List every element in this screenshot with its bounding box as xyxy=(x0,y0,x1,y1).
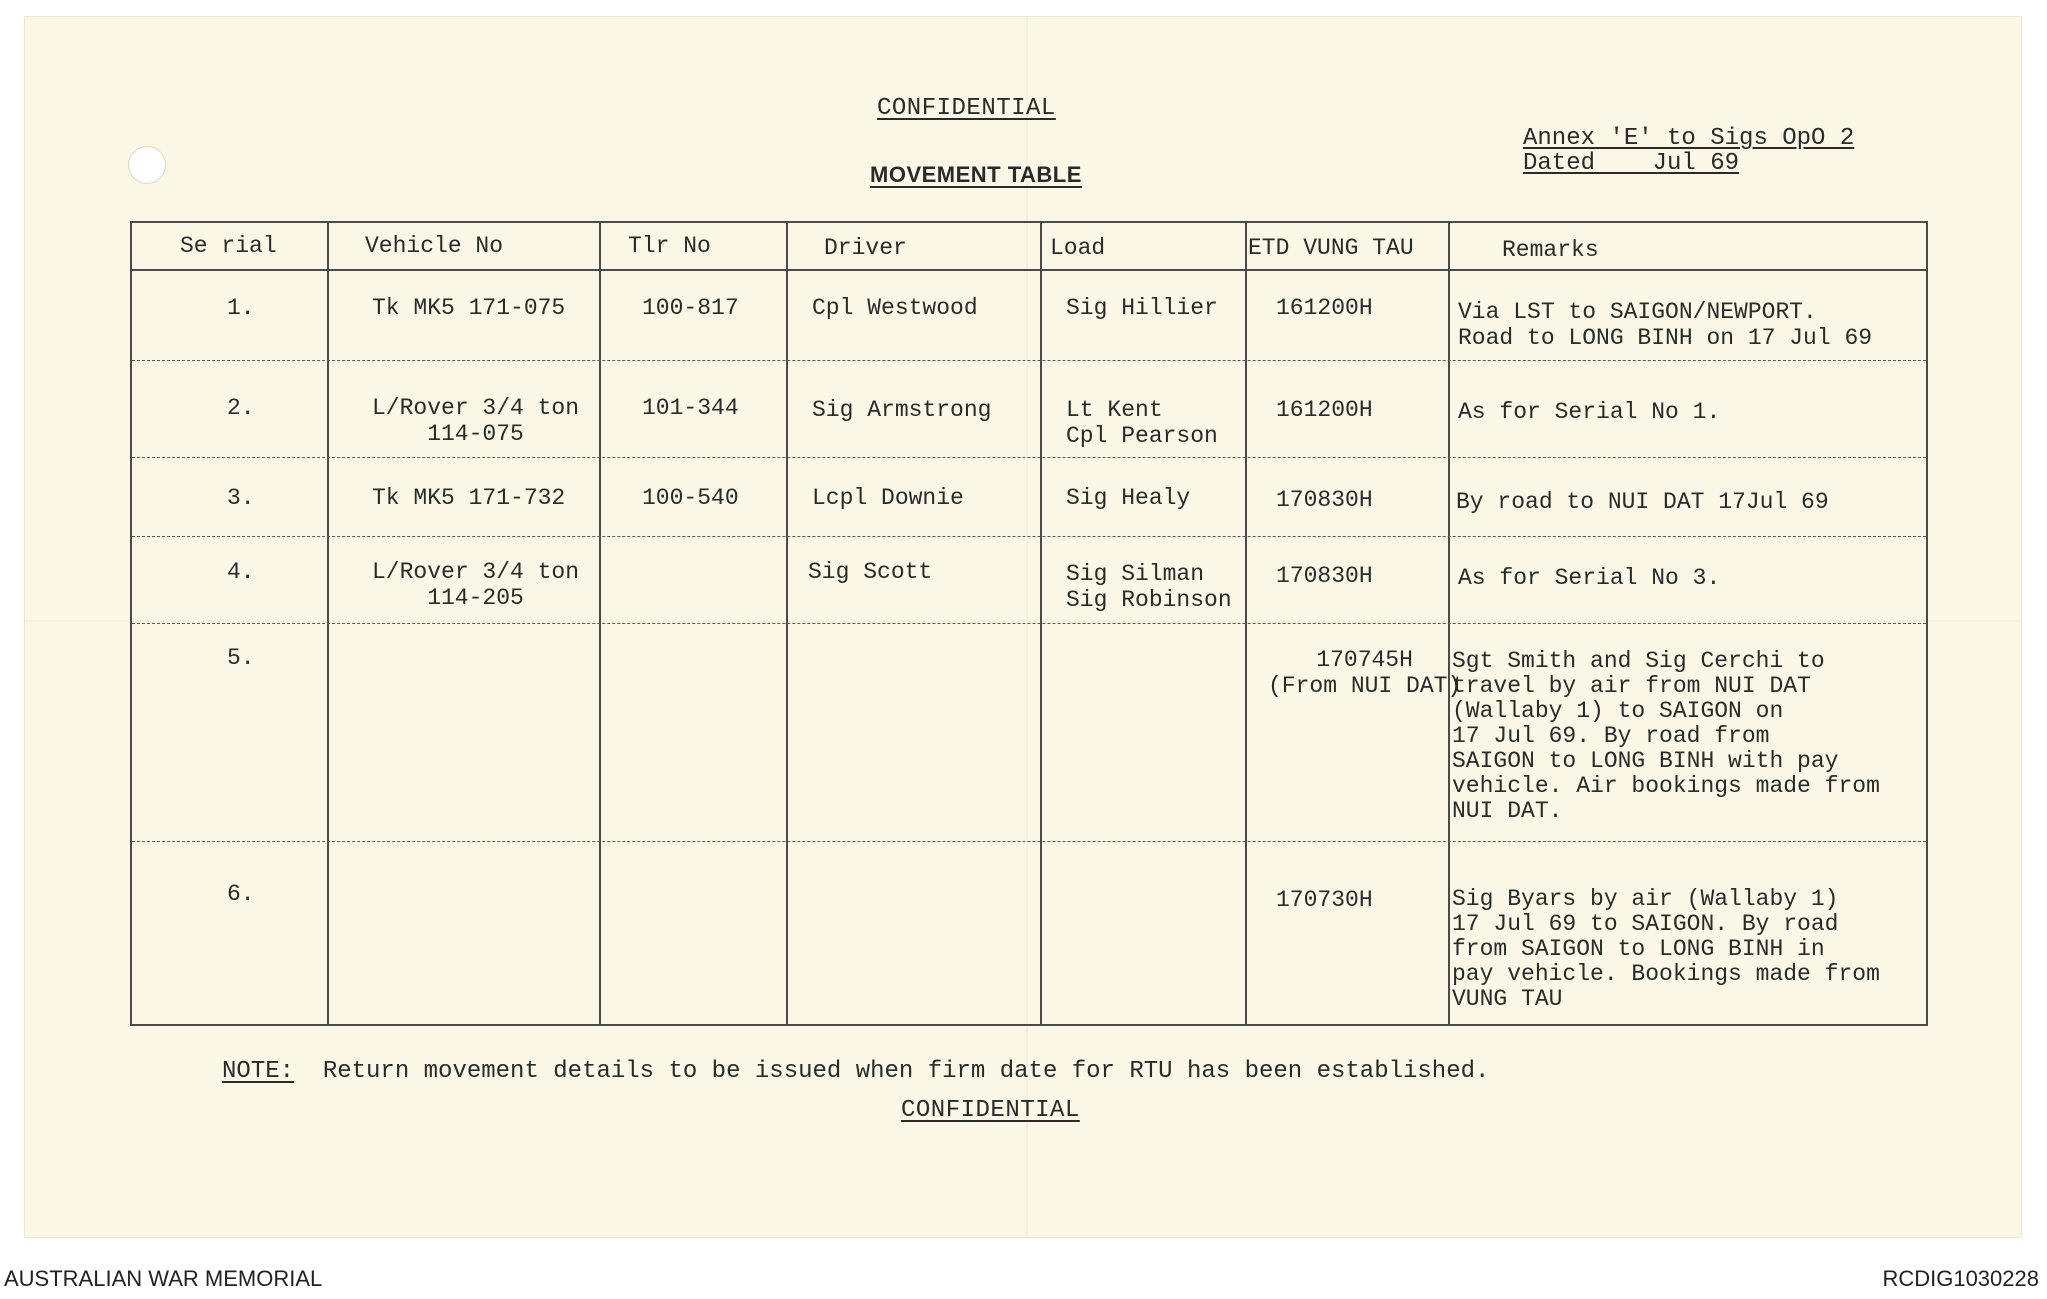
table-row-load: Lt Kent Cpl Pearson xyxy=(1066,397,1218,449)
row-divider xyxy=(132,360,1926,361)
table-row-serial: 4. xyxy=(227,559,255,585)
table-row-etd: 161200H xyxy=(1276,397,1373,423)
movement-table xyxy=(130,221,1928,1026)
document-title: MOVEMENT TABLE xyxy=(870,162,1082,187)
dated-line: Dated Jul 69 xyxy=(1523,150,1740,177)
table-row-remarks: Sgt Smith and Sig Cerchi to travel by air from NUI DAT (Wallaby 1) to SAIGON on 17 Jul 69. By road from SAIGON to LONG BINH with pay vehicle. Air bookings made from NUI DAT. xyxy=(1452,648,1880,824)
table-row-etd: 161200H xyxy=(1276,295,1373,321)
header-etd: ETD VUNG TAU xyxy=(1248,235,1414,261)
table-row-trailer: 100-817 xyxy=(642,295,739,321)
classification-bottom: CONFIDENTIAL xyxy=(901,1097,1080,1124)
table-row-driver: Sig Scott xyxy=(808,559,933,585)
footer-source: AUSTRALIAN WAR MEMORIAL xyxy=(4,1266,323,1291)
table-row-serial: 3. xyxy=(227,485,255,511)
table-row-driver: Lcpl Downie xyxy=(812,485,964,511)
table-row-remarks: Via LST to SAIGON/NEWPORT. Road to LONG BINH on 17 Jul 69 xyxy=(1458,299,1873,351)
table-row-load: Sig Hillier xyxy=(1066,295,1218,321)
table-row-etd: 170830H xyxy=(1276,487,1373,513)
table-row-load: Sig Silman Sig Robinson xyxy=(1066,561,1232,613)
table-row-serial: 5. xyxy=(227,645,255,671)
note-label: NOTE: xyxy=(222,1058,295,1085)
header-divider xyxy=(132,269,1926,271)
punch-hole xyxy=(128,146,166,184)
note-text: Return movement details to be issued when firm date for RTU has been established. xyxy=(294,1058,1490,1085)
table-row-driver: Sig Armstrong xyxy=(812,397,992,423)
header-load: Load xyxy=(1050,235,1106,261)
table-row-serial: 1. xyxy=(227,295,255,321)
row-divider xyxy=(132,623,1926,624)
footer-record-id: RCDIG1030228 xyxy=(1882,1266,2039,1291)
table-row-driver: Cpl Westwood xyxy=(812,295,978,321)
header-trailer-no: Tlr No xyxy=(628,233,711,259)
table-row-etd: 170730H xyxy=(1276,887,1373,913)
table-row-etd: 170745H (From NUI DAT) xyxy=(1268,647,1462,699)
table-row-remarks: As for Serial No 3. xyxy=(1458,565,1721,591)
table-row-load: Sig Healy xyxy=(1066,485,1191,511)
table-row-etd: 170830H xyxy=(1276,563,1373,589)
table-row-vehicle: L/Rover 3/4 ton 114-205 xyxy=(372,559,580,611)
table-row-trailer: 101-344 xyxy=(642,395,739,421)
note xyxy=(222,1058,1489,1085)
row-divider xyxy=(132,536,1926,537)
table-row-remarks: By road to NUI DAT 17Jul 69 xyxy=(1456,489,1829,515)
table-row-serial: 2. xyxy=(227,395,255,421)
annex-line: Annex 'E' to Sigs OpO 2 xyxy=(1523,125,1855,152)
row-divider xyxy=(132,457,1926,458)
table-row-remarks: Sig Byars by air (Wallaby 1) 17 Jul 69 to SAIGON. By road from SAIGON to LONG BINH in pay vehicle. Bookings made from VUNG TAU xyxy=(1452,886,1880,1012)
header-remarks: Remarks xyxy=(1502,237,1599,263)
table-row-vehicle: Tk MK5 171-732 xyxy=(372,485,566,511)
table-row-trailer: 100-540 xyxy=(642,485,739,511)
row-divider xyxy=(132,841,1926,842)
annex-reference xyxy=(1523,126,1854,176)
table-row-vehicle: Tk MK5 171-075 xyxy=(372,295,566,321)
table-row-vehicle: L/Rover 3/4 ton 114-075 xyxy=(372,395,580,447)
header-serial: Se rial xyxy=(180,233,277,259)
table-row-remarks: As for Serial No 1. xyxy=(1458,399,1721,425)
header-vehicle-no: Vehicle No xyxy=(365,233,504,259)
classification-top: CONFIDENTIAL xyxy=(877,95,1056,122)
table-row-serial: 6. xyxy=(227,881,255,907)
header-driver: Driver xyxy=(824,235,907,261)
